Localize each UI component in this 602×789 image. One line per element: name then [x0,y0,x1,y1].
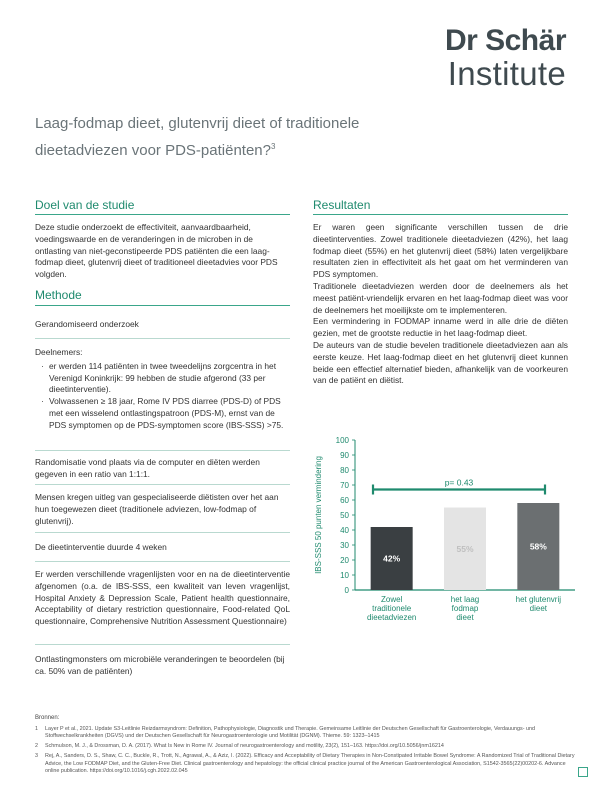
methode-item-deelnemers [35,347,290,432]
bar-chart-svg [305,430,585,690]
reference-text: Layer P et al., 2021. Update S3-Leitlinie Reizdarmsyndrom: Definition, Pathophysiologie, Diagnostik und Therapie. Gemeinsame Leitlinie der Deutschen Gesellschaft für Gastroenterologie, Verdauungs- und Stoffwechselkrankheiten (DGVS) und der Deutschen Gesellschaft für Neurogastroenterologie und Motilität (DGNM). Thieme. 59: 1323–1415 [45,725,536,739]
divider [35,532,290,533]
page-title-text: Laag-fodmap dieet, glutenvrij dieet of traditionele dieetadviezen voor PDS-patiënten? [35,115,360,159]
methode-item-ontlasting: Ontlastingmonsters om microbiële veranderingen te beoordelen (bij ca. 50% van de patiënten) [35,654,285,676]
bar-value-label: 55% [456,543,474,554]
doel-text: Deze studie onderzoekt de effectiviteit, aanvaardbaarheid, voedingswaarde en de veranderingen in de microben in de ontlasting van niet-geconstipeerde PDS patiënten die een laag-fodmap dieet, glutenvrij dieet of traditioneel dieetadvies voor PDS volgden. [35,222,278,280]
category-label: dieet [456,613,474,622]
y-tick-label: 30 [340,541,349,550]
y-tick-label: 60 [340,496,349,505]
deelnemers-bullet-2: · Volwassenen ≥ 18 jaar, Rome IV PDS diarree (PDS-D) of PDS met een wisselend ontlastingspatroon (PDS-M), ernst van de PDS symptomen op de PDS-symptomen score (IBS-SSS) >75. [41,396,284,430]
y-tick-label: 20 [340,556,349,565]
category-label: Zowel [380,595,403,604]
page-marker [578,767,588,777]
deelnemers-label: Deelnemers: [35,347,83,357]
divider [35,561,290,562]
reference-number: 1 [35,725,38,732]
reference-number: 3 [35,753,38,759]
category-label: het laag [450,595,480,604]
p-value-annotation: p= 0.43 [444,477,474,488]
y-tick-label: 10 [340,571,349,580]
logo-line-2: Institute [447,55,566,92]
doel-heading-rule [35,214,290,215]
methode-item-design: Gerandomiseerd onderzoek [35,319,139,329]
methode-heading-rule [35,305,290,306]
category-label: fodmap [451,604,479,613]
bar-value-label: 58% [529,541,547,552]
results-bar-chart [305,430,585,690]
reference-text: Schmulson, M. J., & Drossman, D. A. (2017). What Is New in Rome IV. Journal of neurogastroenterology and motility, 23(2), 151–163. https://doi.org/10.5056/jnm16214 [45,743,444,749]
y-tick-label: 0 [344,586,349,595]
divider [35,484,290,485]
divider [35,450,290,451]
resultaten-text [313,222,568,387]
category-label: dieet [529,604,548,613]
page-title [35,112,435,162]
y-tick-label: 90 [340,451,349,460]
reference-item [35,743,575,751]
references-heading: Bronnen: [35,715,60,721]
methode-heading: Methode [35,288,82,302]
resultaten-paragraph-1: Er waren geen significante verschillen tussen de drie dieetinterventies. Zowel traditionele dieetadviezen (42%), het laag fodmap dieet (55%) en het glutenvrij dieet (58%) laten vergelijkbare resultaten zien in effectiviteit als het gaat om het verminderen van PDS symptomen. [313,222,568,280]
doel-heading: Doel van de studie [35,198,135,212]
divider [35,338,290,339]
bar-value-label: 42% [383,553,401,564]
y-tick-label: 80 [340,466,349,475]
methode-item-vragenlijsten: Er werden verschillende vragenlijsten voor en na de dieetinterventie afgenomen (o.a. de IBS-SSS, een kwaliteit van leven vragenlijst, Hospital Anxiety & Depression Scale, Patient health questionnaire, Acceptability of dietary restriction questionnaire, Food-related QoL questionnaire, Comprehensive Nutrition Assessment Questionnaire) [35,569,290,627]
resultaten-paragraph-3: Een vermindering in FODMAP inname werd in alle drie de diëten gezien, met de grootste reductie in het laag-fodmap dieet. [313,316,568,339]
methode-item-uitleg: Mensen kregen uitleg van gespecialiseerde diëtisten over het aan hun toegewezen dieet (traditionele adviezen, low-fodmap of glutenvrij). [35,492,279,526]
y-tick-label: 100 [335,436,349,445]
reference-item [35,726,575,741]
title-footnote-ref: 3 [271,142,276,151]
deelnemers-bullet-1: · er werden 114 patiënten in twee tweedelijns zorgcentra in het Verenigd Koninkrijk: 99 hebben de studie afgerond (33 per dieetinterventie). [41,360,277,395]
y-tick-label: 40 [340,526,349,535]
methode-item-duur: De dieetinterventie duurde 4 weken [35,542,167,552]
resultaten-paragraph-4: De auteurs van de studie bevelen traditionele dieetadviezen aan als eerste keuze. Het laag-fodmap dieet en het glutenvrij dieet kunnen beide een effectief alternatief bieden, afhankelijk van de voorkeuren van de patiënt en diëtist. [313,339,568,386]
y-tick-label: 50 [340,511,349,520]
y-axis-label: IBS-SSS 50 punten vermindering [314,456,323,574]
resultaten-paragraph-2: Traditionele dieetadviezen werden door de deelnemers als het meest patiënt-vriendelijk ervaren en het laag-fodmap dieet was voor de deelnemers het moeilijkste om te implementeren. [313,280,568,315]
dr-schar-institute-logo [445,26,566,92]
category-label: het glutenvrij [515,595,562,604]
methode-item-randomisatie: Randomisatie vond plaats via de computer en diëten werden gegeven in een ratio van 1:1:1. [35,457,260,479]
resultaten-heading-rule [313,214,568,215]
y-tick-label: 70 [340,481,349,490]
divider [35,644,290,645]
category-label: traditionele [372,604,412,613]
category-label: dieetadviezen [366,613,417,622]
references [35,715,575,778]
reference-number: 2 [35,743,38,749]
resultaten-heading: Resultaten [313,198,371,212]
references-list [35,726,575,776]
reference-item [35,753,575,776]
logo-line-1: Dr Schär [444,24,566,57]
reference-text: Rej, A., Sanders, D. S., Shaw, C. C., Buckle, R., Trott, N., Agrawal, A., & Aziz, I. (2022). Efficacy and Acceptability of Dietary Therapies in Non-Constipated Irritable Bowel Syndrome: A Randomized Trial of Traditional Dietary Advice, the Low FODMAP Diet, and the Gluten-Free Diet. Clinical gastroenterology and hepatology: the official clinical practice journal of the American Gastroenterological Association, S1542-3565(22)00202-6. Advance online publication. https://doi.org/10.1016/j.cgh.2022.02.045 [45,753,575,774]
